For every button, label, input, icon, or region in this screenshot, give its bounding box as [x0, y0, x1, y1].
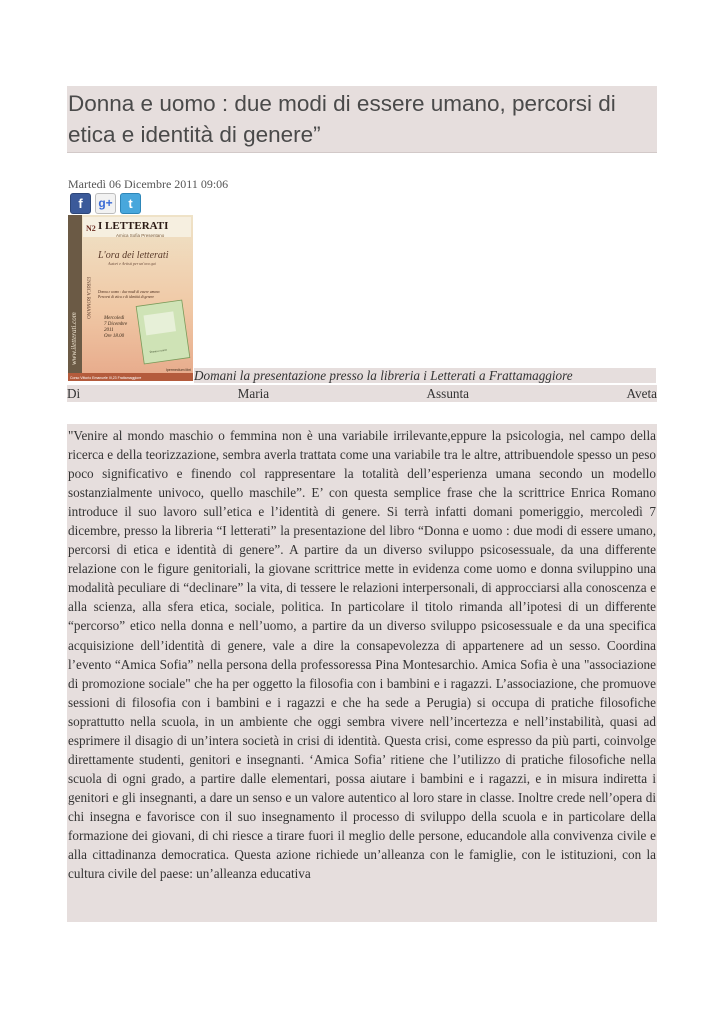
poster-presents: Amica Sofia Presentano	[116, 233, 165, 238]
poster-address: Corso Vittorio Emanuele III,23 Frattamaggiore	[70, 376, 142, 380]
poster-event-title: L'ora dei letterati	[98, 250, 169, 261]
svg-text:Mercoledì 7 Dicembre: Mercoledì 7 Dicembre 2011 Ore 18.00	[104, 316, 128, 339]
byline-word: Aveta	[626, 386, 657, 401]
facebook-icon[interactable]: f	[70, 193, 91, 214]
publish-date: Martedì 06 Dicembre 2011 09:06	[68, 177, 229, 191]
article-title: Donna e uomo : due modi di essere umano, percorsi di etica e identità di genere”	[68, 91, 616, 147]
google-icon[interactable]: g+	[95, 193, 116, 214]
poster-website-vertical: www.iletterati.com	[70, 312, 78, 365]
poster-header: I LETTERATI	[98, 220, 169, 232]
twitter-icon[interactable]: t	[120, 193, 141, 214]
byline-word: Assunta	[426, 386, 470, 401]
poster-publisher: Ipermedium libri	[166, 368, 191, 372]
event-poster-image	[68, 215, 193, 381]
poster-author-vertical: ENRICA ROMANO	[85, 277, 90, 319]
byline-word: Maria	[237, 386, 270, 401]
svg-text:Donna e uomo: Donna e uomo	[149, 347, 168, 355]
byline	[67, 385, 657, 402]
image-caption: Domani la presentazione presso la libreria i Letterati a Frattamaggiore	[194, 368, 656, 383]
svg-text:N2: N2	[86, 224, 96, 233]
article-body: "Venire al mondo maschio o femmina non è una variabile irrilevante,eppure la psicologia, nel campo della ricerca e della teorizzazione, sembra averla trattata come una variabile tra le altre, attribuendole spesso un peso poco significativo e finendo col rappresentare la totalità dell’esperienza umana secondo un modello sostanzialmente univoco, quello maschile”. E’ con questa semplice frase che la scrittrice Enrica Romano introduce il suo lavoro sull’etica e l’identità di genere. Si terrà infatti domani pomeriggio, mercoledì 7 dicembre, presso la libreria “I letterati” la presentazione del libro “Donna e uomo : due modi di essere umano, percorsi di etica e identità di genere”. A partire da un diverso sviluppo psicosessuale, da una differente relazione con le figure genitoriali, la giovane scrittrice mette in evidenza come uomo e donna sviluppino una modalità peculiare di “declinare” la vita, di tessere le relazioni interpersonali, di approcciarsi alla conoscenza e alla scienza, alla sfera etica, sociale, politica. In particolare il titolo rimanda all’ipotesi di un differente “percorso” etico nella donna e nell’uomo, a partire da un diverso sviluppo psicosessuale e da una specifica acquisizione dell’identità di genere, vale a dire la consapevolezza di appartenere ad un sesso. Coordina l’evento “Amica Sofia” nella persona della professoressa Pina Montesarchio. Amica Sofia è una "associazione di promozione sociale" che ha per oggetto la filosofia con i bambini e i ragazzi. L’associazione, che promuove sessioni di filosofia con i bambini e i ragazzi e che ha sede a Perugia) si occupa di pratiche filosofiche soprattutto nella scuola, in un ambiente che oggi sembra vivere nell’incertezza e nell’instabilità, quasi ad esprimere il disagio di un’intera società in crisi di identità. Questa crisi, come espresso da più parti, coinvolge direttamente studenti, genitori e insegnanti. ‘Amica Sofia’ ritiene che l’utilizzo di pratiche filosofiche nella scuola di ogni grado, a partire dalle elementari, possa aiutare i bambini e i ragazzi, e in misura indiretta i genitori e gli insegnanti, a dare un senso e un valore autentico al loro stare in classe. Inoltre crede nell’opera di chi insegna e favorisce con il suo insegnamento il processo di sviluppo della scuola e in particolare della formazione dei giovani, di chi riesce a tirare fuori il meglio delle persone, educandole alla convivenza civile e alla cittadinanza democratica. Questa azione richiede un’alleanza con le famiglie, con le istituzioni, con la cultura civile del paese: un’alleanza educativa	[68, 428, 656, 882]
svg-text:Donna e uomo : due modi di ess: Donna e uomo : due modi di essere umano Percorsi di etica e di identità di genere	[98, 290, 160, 299]
poster-event-subtitle: Autori e Artisti per un'ora qui	[108, 261, 156, 266]
byline-word: Di	[67, 386, 81, 401]
